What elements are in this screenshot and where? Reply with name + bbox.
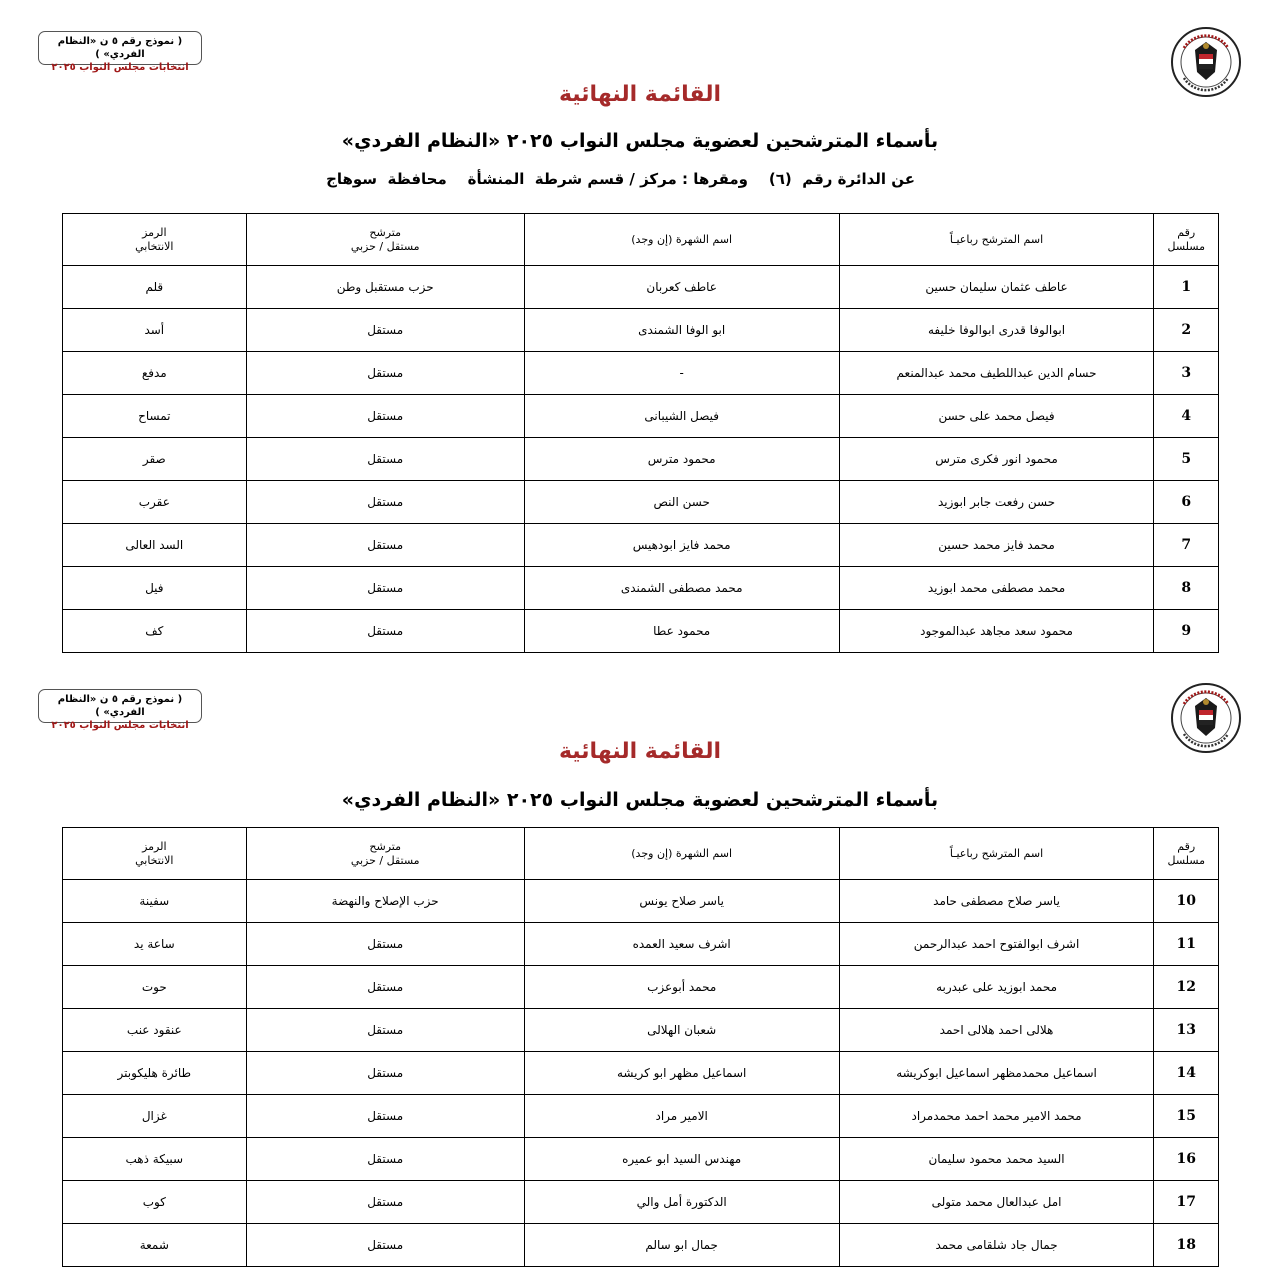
cell-nickname: الامير مراد xyxy=(524,1095,839,1138)
header-serial: رقم مسلسل xyxy=(1154,828,1219,880)
cell-serial: 4 xyxy=(1154,395,1219,438)
cell-serial: 14 xyxy=(1154,1052,1219,1095)
cell-nickname: جمال ابو سالم xyxy=(524,1224,839,1267)
form-label-line2: انتخابات مجلس النواب ٢٠٢٥ xyxy=(51,62,189,73)
cell-nickname: محمود عطا xyxy=(524,610,839,653)
cell-status: مستقل xyxy=(246,481,524,524)
cell-symbol: فيل xyxy=(63,567,247,610)
form-label-line2: انتخابات مجلس النواب ٢٠٢٥ xyxy=(51,720,189,731)
cell-name: السيد محمد محمود سليمان xyxy=(839,1138,1154,1181)
cell-serial: 16 xyxy=(1154,1138,1219,1181)
cell-status: مستقل xyxy=(246,567,524,610)
cell-status: مستقل xyxy=(246,1138,524,1181)
table-row xyxy=(63,1009,1219,1052)
cell-symbol: ساعة يد xyxy=(63,923,247,966)
cell-status: مستقل xyxy=(246,966,524,1009)
cell-symbol: صقر xyxy=(63,438,247,481)
table-row xyxy=(63,1095,1219,1138)
table-row xyxy=(63,966,1219,1009)
cell-serial: 2 xyxy=(1154,309,1219,352)
cell-status: مستقل xyxy=(246,352,524,395)
cell-status: مستقل xyxy=(246,395,524,438)
table-row xyxy=(63,1052,1219,1095)
table-row xyxy=(63,395,1219,438)
cell-status: حزب مستقبل وطن xyxy=(246,266,524,309)
table-row xyxy=(63,923,1219,966)
cell-status: مستقل xyxy=(246,1009,524,1052)
cell-serial: 9 xyxy=(1154,610,1219,653)
header-nickname: اسم الشهرة (إن وجد) xyxy=(524,214,839,266)
cell-nickname: الدكتورة أمل والي xyxy=(524,1181,839,1224)
cell-symbol: السد العالى xyxy=(63,524,247,567)
table-header-row xyxy=(63,828,1219,880)
header-serial: رقم مسلسل xyxy=(1154,214,1219,266)
district-line: عن الدائرة رقم (٦) ومقرها : مركز / قسم شرطة المنشأة محافظة سوهاج xyxy=(326,170,915,188)
table-row xyxy=(63,481,1219,524)
cell-symbol: سفينة xyxy=(63,880,247,923)
cell-name: امل عبدالعال محمد متولى xyxy=(839,1181,1154,1224)
cell-status: مستقل xyxy=(246,1095,524,1138)
cell-status: مستقل xyxy=(246,309,524,352)
cell-name: محمد ابوزيد على عبدربه xyxy=(839,966,1154,1009)
page-title: القائمة النهائية xyxy=(558,82,722,107)
cell-serial: 7 xyxy=(1154,524,1219,567)
table-row xyxy=(63,1138,1219,1181)
table-row xyxy=(63,1224,1219,1267)
cell-symbol: حوت xyxy=(63,966,247,1009)
header-status: مترشح مستقل / حزبي xyxy=(246,214,524,266)
cell-nickname: ابو الوفا الشمندى xyxy=(524,309,839,352)
table-row xyxy=(63,610,1219,653)
cell-nickname: شعبان الهلالى xyxy=(524,1009,839,1052)
page-subtitle: بأسماء المترشحين لعضوية مجلس النواب ٢٠٢٥ «النظام الفردي» xyxy=(341,789,939,811)
cell-symbol: مدفع xyxy=(63,352,247,395)
cell-name: حسام الدين عبداللطيف محمد عبدالمنعم xyxy=(839,352,1154,395)
cell-name: محمود سعد مجاهد عبدالموجود xyxy=(839,610,1154,653)
cell-serial: 15 xyxy=(1154,1095,1219,1138)
cell-serial: 1 xyxy=(1154,266,1219,309)
table-row xyxy=(63,438,1219,481)
table-header-row xyxy=(63,214,1219,266)
cell-nickname: محمود مترس xyxy=(524,438,839,481)
candidates-table-2 xyxy=(62,827,1219,1267)
table-row xyxy=(63,309,1219,352)
cell-symbol: كف xyxy=(63,610,247,653)
cell-symbol: تمساح xyxy=(63,395,247,438)
cell-serial: 17 xyxy=(1154,1181,1219,1224)
cell-status: مستقل xyxy=(246,1224,524,1267)
cell-name: فيصل محمد على حسن xyxy=(839,395,1154,438)
cell-status: مستقل xyxy=(246,1052,524,1095)
cell-name: هلالى احمد هلالى احمد xyxy=(839,1009,1154,1052)
cell-symbol: عنقود عنب xyxy=(63,1009,247,1052)
cell-nickname: فيصل الشيبانى xyxy=(524,395,839,438)
cell-serial: 10 xyxy=(1154,880,1219,923)
cell-status: مستقل xyxy=(246,524,524,567)
cell-nickname: محمد فايز ابودهيس xyxy=(524,524,839,567)
cell-nickname: اسماعيل مظهر ابو كريشه xyxy=(524,1052,839,1095)
cell-nickname: اشرف سعيد العمده xyxy=(524,923,839,966)
cell-symbol: طائرة هليكوبتر xyxy=(63,1052,247,1095)
header-symbol: الرمز الانتخابي xyxy=(63,214,247,266)
table-row xyxy=(63,880,1219,923)
cell-name: اسماعيل محمدمظهر اسماعيل ابوكريشه xyxy=(839,1052,1154,1095)
cell-status: حزب الإصلاح والنهضة xyxy=(246,880,524,923)
table-row xyxy=(63,1181,1219,1224)
cell-serial: 3 xyxy=(1154,352,1219,395)
cell-name: محمد الامير محمد احمد محمدمراد xyxy=(839,1095,1154,1138)
header-name: اسم المترشح رباعيـاً xyxy=(839,214,1154,266)
table-row xyxy=(63,352,1219,395)
form-label-box xyxy=(38,31,202,73)
cell-symbol: شمعة xyxy=(63,1224,247,1267)
table-row xyxy=(63,524,1219,567)
cell-nickname: ياسر صلاح يونس xyxy=(524,880,839,923)
cell-name: اشرف ابوالفتوح احمد عبدالرحمن xyxy=(839,923,1154,966)
cell-nickname: عاطف كعربان xyxy=(524,266,839,309)
cell-symbol: غزال xyxy=(63,1095,247,1138)
cell-symbol: قلم xyxy=(63,266,247,309)
cell-status: مستقل xyxy=(246,610,524,653)
page-subtitle: بأسماء المترشحين لعضوية مجلس النواب ٢٠٢٥ «النظام الفردي» xyxy=(341,130,939,152)
cell-serial: 12 xyxy=(1154,966,1219,1009)
cell-serial: 18 xyxy=(1154,1224,1219,1267)
cell-serial: 11 xyxy=(1154,923,1219,966)
page-title: القائمة النهائية xyxy=(558,739,722,764)
cell-serial: 6 xyxy=(1154,481,1219,524)
form-label-line1: ( نموذج رقم ٥ ن «النظام الفردي» ) xyxy=(57,694,183,718)
cell-serial: 13 xyxy=(1154,1009,1219,1052)
cell-serial: 8 xyxy=(1154,567,1219,610)
header-name: اسم المترشح رباعيـاً xyxy=(839,828,1154,880)
form-label-line1: ( نموذج رقم ٥ ن «النظام الفردي» ) xyxy=(57,36,183,60)
cell-nickname: محمد مصطفى الشمندى xyxy=(524,567,839,610)
cell-symbol: سبيكة ذهب xyxy=(63,1138,247,1181)
cell-serial: 5 xyxy=(1154,438,1219,481)
cell-name: محمد فايز محمد حسين xyxy=(839,524,1154,567)
cell-status: مستقل xyxy=(246,923,524,966)
cell-name: ابوالوفا قدرى ابوالوفا خليفه xyxy=(839,309,1154,352)
cell-name: عاطف عثمان سليمان حسين xyxy=(839,266,1154,309)
cell-symbol: كوب xyxy=(63,1181,247,1224)
cell-name: حسن رفعت جابر ابوزيد xyxy=(839,481,1154,524)
cell-name: محمود انور فكرى مترس xyxy=(839,438,1154,481)
table-row xyxy=(63,567,1219,610)
form-label-box xyxy=(38,689,202,731)
cell-nickname: حسن النص xyxy=(524,481,839,524)
header-nickname: اسم الشهرة (إن وجد) xyxy=(524,828,839,880)
cell-name: محمد مصطفى محمد ابوزيد xyxy=(839,567,1154,610)
table-row xyxy=(63,266,1219,309)
cell-symbol: عقرب xyxy=(63,481,247,524)
header-symbol: الرمز الانتخابي xyxy=(63,828,247,880)
cell-status: مستقل xyxy=(246,438,524,481)
candidates-table-1 xyxy=(62,213,1219,653)
cell-nickname: محمد أبوعزب xyxy=(524,966,839,1009)
cell-nickname: - xyxy=(524,352,839,395)
cell-nickname: مهندس السيد ابو عميره xyxy=(524,1138,839,1181)
cell-name: جمال جاد شلقامى محمد xyxy=(839,1224,1154,1267)
cell-name: ياسر صلاح مصطفى حامد xyxy=(839,880,1154,923)
cell-status: مستقل xyxy=(246,1181,524,1224)
header-status: مترشح مستقل / حزبي xyxy=(246,828,524,880)
cell-symbol: أسد xyxy=(63,309,247,352)
